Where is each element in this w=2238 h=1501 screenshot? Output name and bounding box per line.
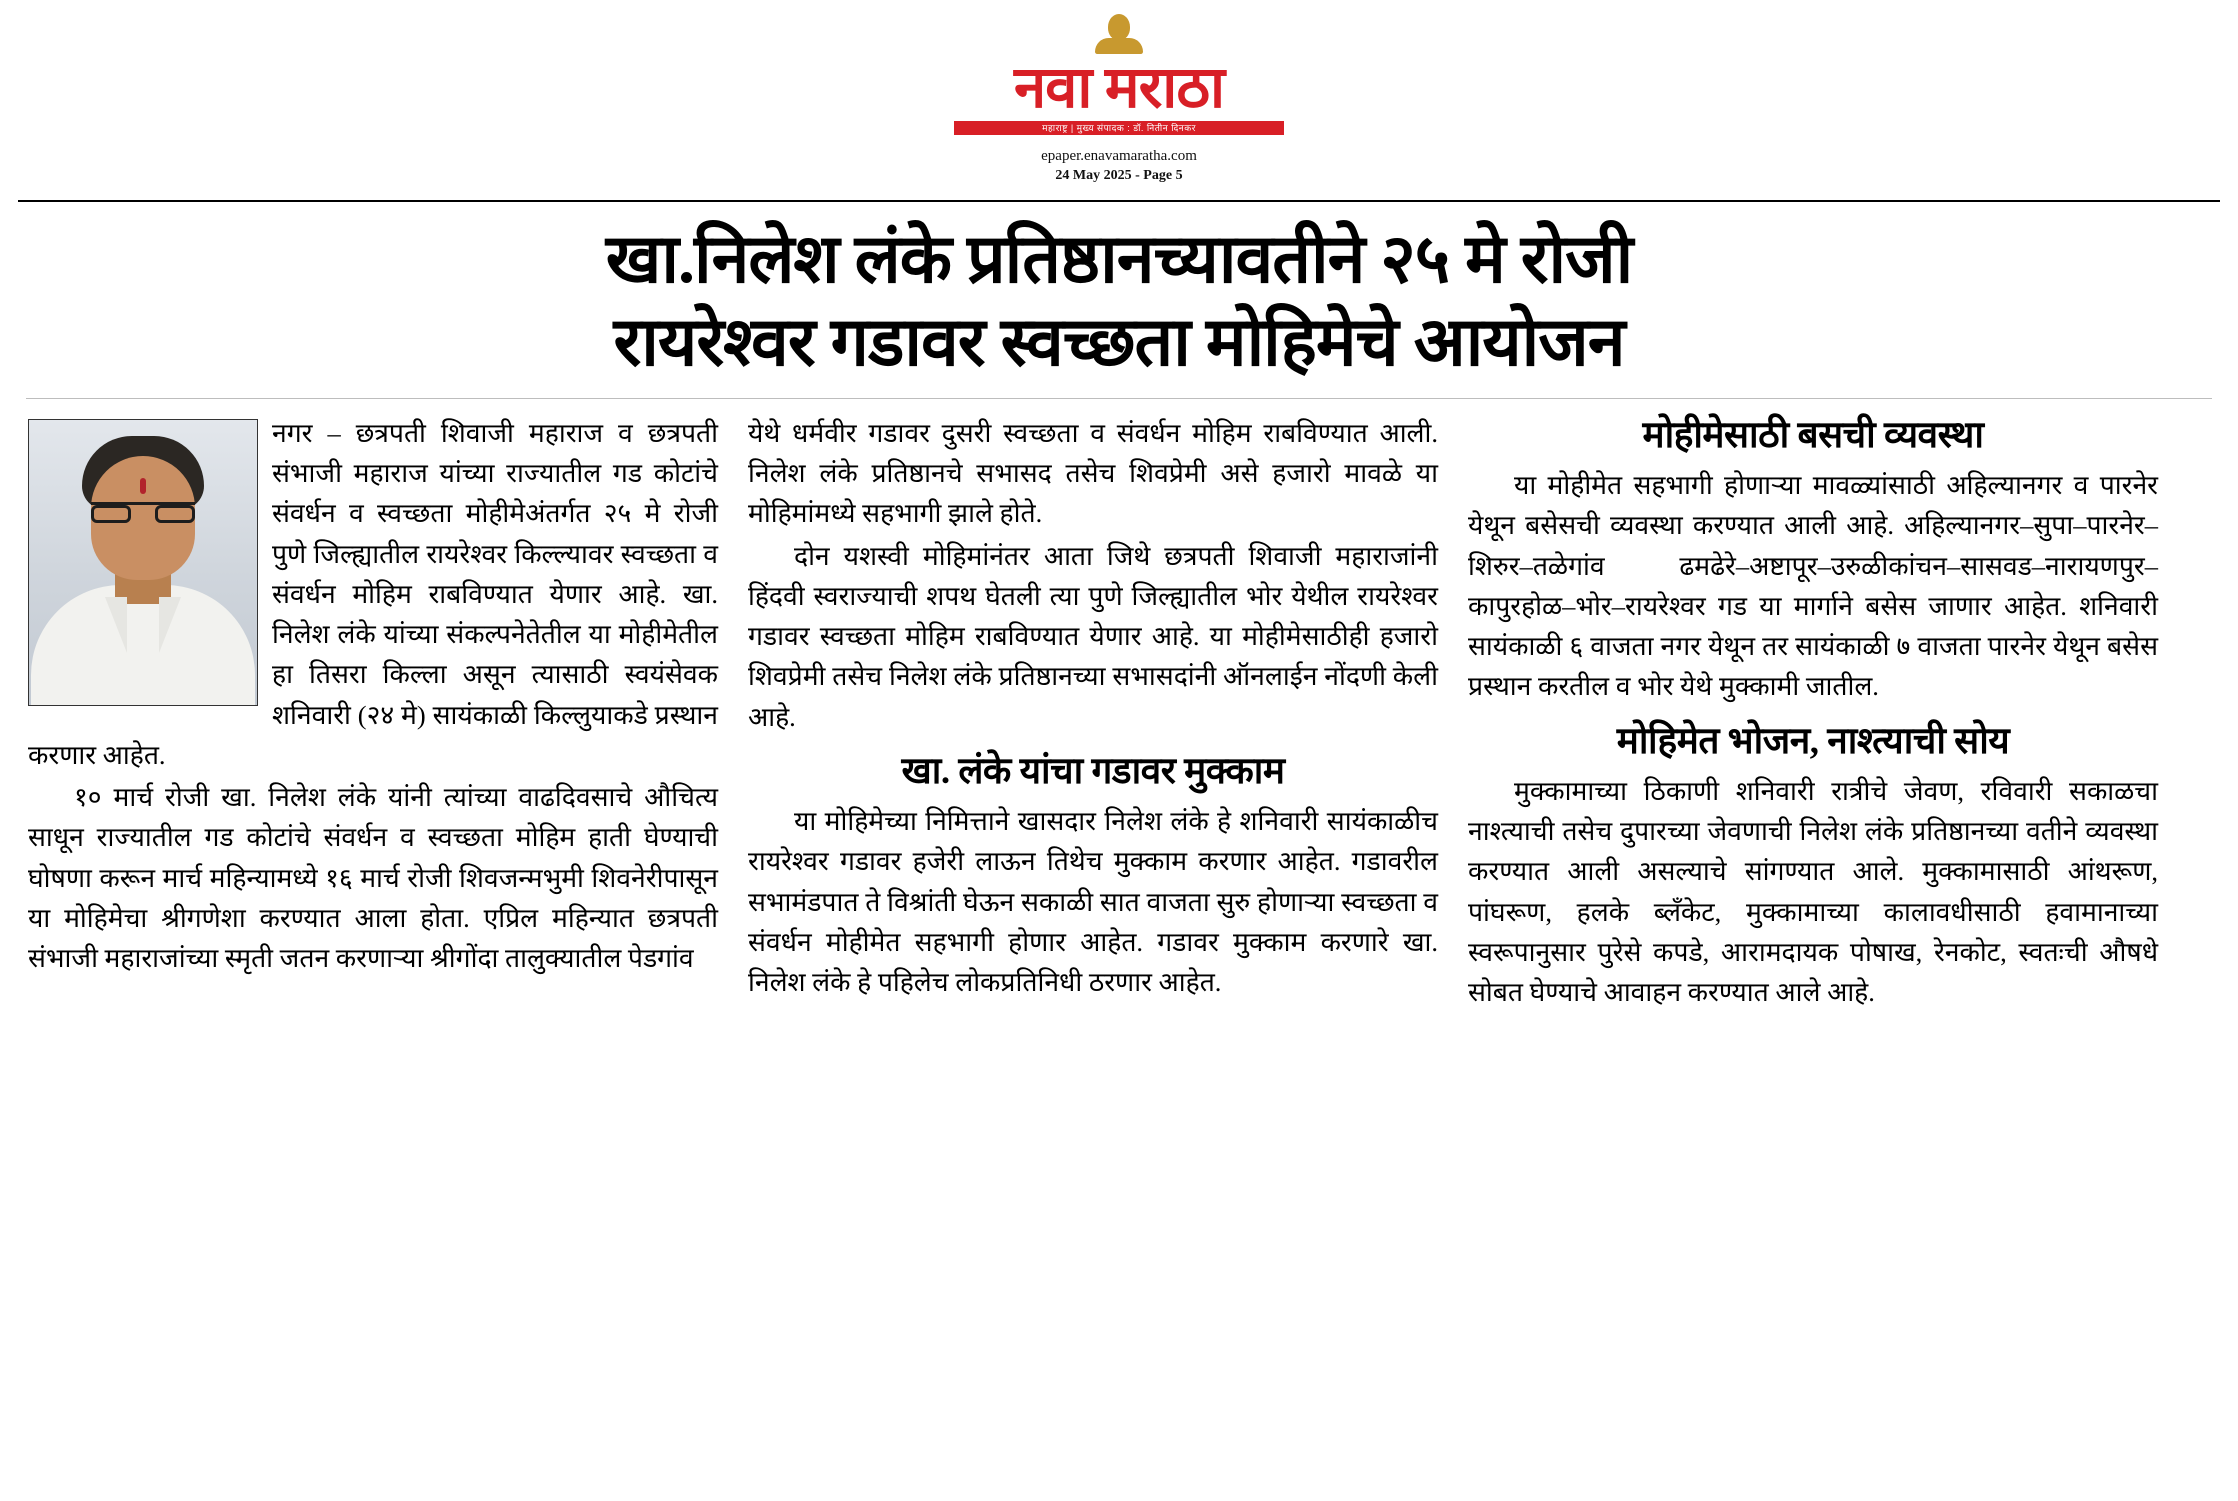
avatar <box>28 419 258 706</box>
paragraph: नगर – छत्रपती शिवाजी महाराज व छत्रपती संभाजी महाराज यांच्या राज्यातील गड कोटांचे संवर्धन व स्वच्छता मोहीमेअंतर्गत २५ मे रोजी पुणे जिल्ह्यातील रायरेश्वर किल्ल्यावर स्वच्छता व संवर्धन मोहिम राबविण्यात येणार आहे. खा. निलेश लंके यांच्या संकल्पनेतेतील या मोहीमेतील हा तिसरा किल्ला असून त्यासाठी स्वयंसेवक शनिवारी (२४ मे) सायंकाळी किल्लुयाकडे प्रस्थान करणार आहेत. <box>28 417 718 770</box>
article-body <box>0 399 2238 1015</box>
column-3 <box>1468 413 2158 1015</box>
paragraph: या मोहिमेच्या निमित्ताने खासदार निलेश लंके हे शनिवारी सायंकाळीच रायरेश्वर गडावर हजेरी लाऊन तिथेच मुक्काम करणार आहेत. गडावरील सभामंडपात ते विश्रांती घेऊन सकाळी सात वाजता सुरु होणाऱ्या स्वच्छता व संवर्धन मोहीमेत सहभागी होणार आहेत. गडावर मुक्काम करणारे खा. निलेश लंके हे पहिलेच लोकप्रतिनिधी ठरणार आहेत. <box>748 806 1438 998</box>
paragraph: १० मार्च रोजी खा. निलेश लंके यांनी त्यांच्या वाढदिवसाचे औचित्य साधून राज्यातील गड कोटांचे संवर्धन व स्वच्छता मोहिम हाती घेण्याची घोषणा करून मार्च महिन्यामध्ये १६ मार्च रोजी शिवजन्मभुमी शिवनेरीपासून या मोहिमेचा श्रीगणेशा करण्यात आला होता. एप्रिल महिन्यात छत्रपती संभाजी महाराजांच्या स्मृती जतन करणाऱ्या श्रीगोंदा तालुक्यातील पेडगांव <box>28 782 718 974</box>
paragraph: या मोहीमेत सहभागी होणाऱ्या मावळ्यांसाठी अहिल्यानगर व पारनेर येथून बसेसची व्यवस्था करण्यात आली आहे. अहिल्यानगर–सुपा–पारनेर–शिरुर–तळेगांव ढमढेरे–अष्टापूर–उरुळीकांचन–सासवड–नारायणपुर–कापुरहोळ–भोर–रायरेश्वर गड या मार्गाने बसेस जाणार आहेत. शनिवारी सायंकाळी ६ वाजता नगर येथून तर सायंकाळी ७ वाजता पारनेर येथून बसेस प्रस्थान करतील व भोर येथे मुक्कामी जातील. <box>1468 470 2158 702</box>
paragraph: येथे धर्मवीर गडावर दुसरी स्वच्छता व संवर्धन मोहिम राबविण्यात आली. निलेश लंके प्रतिष्ठानचे सभासद तसेच शिवप्रेमी असे हजारो मावळे या मोहिमांमध्ये सहभागी झाले होते. <box>748 417 1438 529</box>
section-subheading: मोहीमेसाठी बसची व्यवस्था <box>1642 414 1984 456</box>
paragraph: मुक्कामाच्या ठिकाणी शनिवारी रात्रीचे जेवण, रविवारी सकाळचा नाश्त्याची तसेच दुपारच्या जेवणाची निलेश लंके प्रतिष्ठानच्या वतीने व्यवस्था करण्यात आली असल्याचे सांगण्यात आले. मुक्कामासाठी आंथरूण, पांघरूण, हलके ब्लॅंकेट, मुक्कामाच्या कालावधीसाठी हवामानाच्या स्वरूपानुसार पुरेसे कपडे, आरामदायक पोषाख, रेनकोट, स्वतःची औषधे सोबत घेण्याचे आवाहन करण्यात आले आहे. <box>1468 775 2158 1008</box>
column-1 <box>28 413 718 1015</box>
masthead <box>0 0 2238 190</box>
paper-name: नवा मराठा <box>1013 55 1225 120</box>
epaper-url: epaper.enavamaratha.com <box>1041 147 1197 164</box>
column-2 <box>748 413 1438 1015</box>
header-divider <box>18 200 2220 202</box>
portrait-emblem-icon <box>1087 10 1151 56</box>
issue-date-page: 24 May 2025 - Page 5 <box>1055 167 1183 183</box>
headline-line-1: खा.निलेश लंके प्रतिष्ठानच्यावतीने २५ मे रोजी <box>605 220 1633 297</box>
section-subheading: मोहिमेत भोजन, नाश्त्याची सोय <box>1616 720 2010 762</box>
page-title <box>26 218 2212 384</box>
masthead-strip: महाराष्ट्र | मुख्य संपादक : डॉ. नितीन दिनकर <box>954 121 1284 135</box>
headline-line-2: रायरेश्वर गडावर स्वच्छता मोहिमेचे आयोजन <box>613 303 1625 380</box>
section-subheading: खा. लंके यांचा गडावर मुक्काम <box>901 750 1285 792</box>
paragraph: दोन यशस्वी मोहिमांनंतर आता जिथे छत्रपती शिवाजी महाराजांनी हिंदवी स्वराज्याची शपथ घेतली त्या पुणे जिल्ह्यातील भोर येथील रायरेश्वर गडावर स्वच्छता मोहिम राबविण्यात येणार आहे. या मोहीमेसाठीही हजारो शिवप्रेमी तसेच निलेश लंके प्रतिष्ठानच्या सभासदांनी ऑनलाईन नोंदणी केली आहे. <box>748 540 1438 732</box>
masthead-logo <box>954 10 1284 135</box>
